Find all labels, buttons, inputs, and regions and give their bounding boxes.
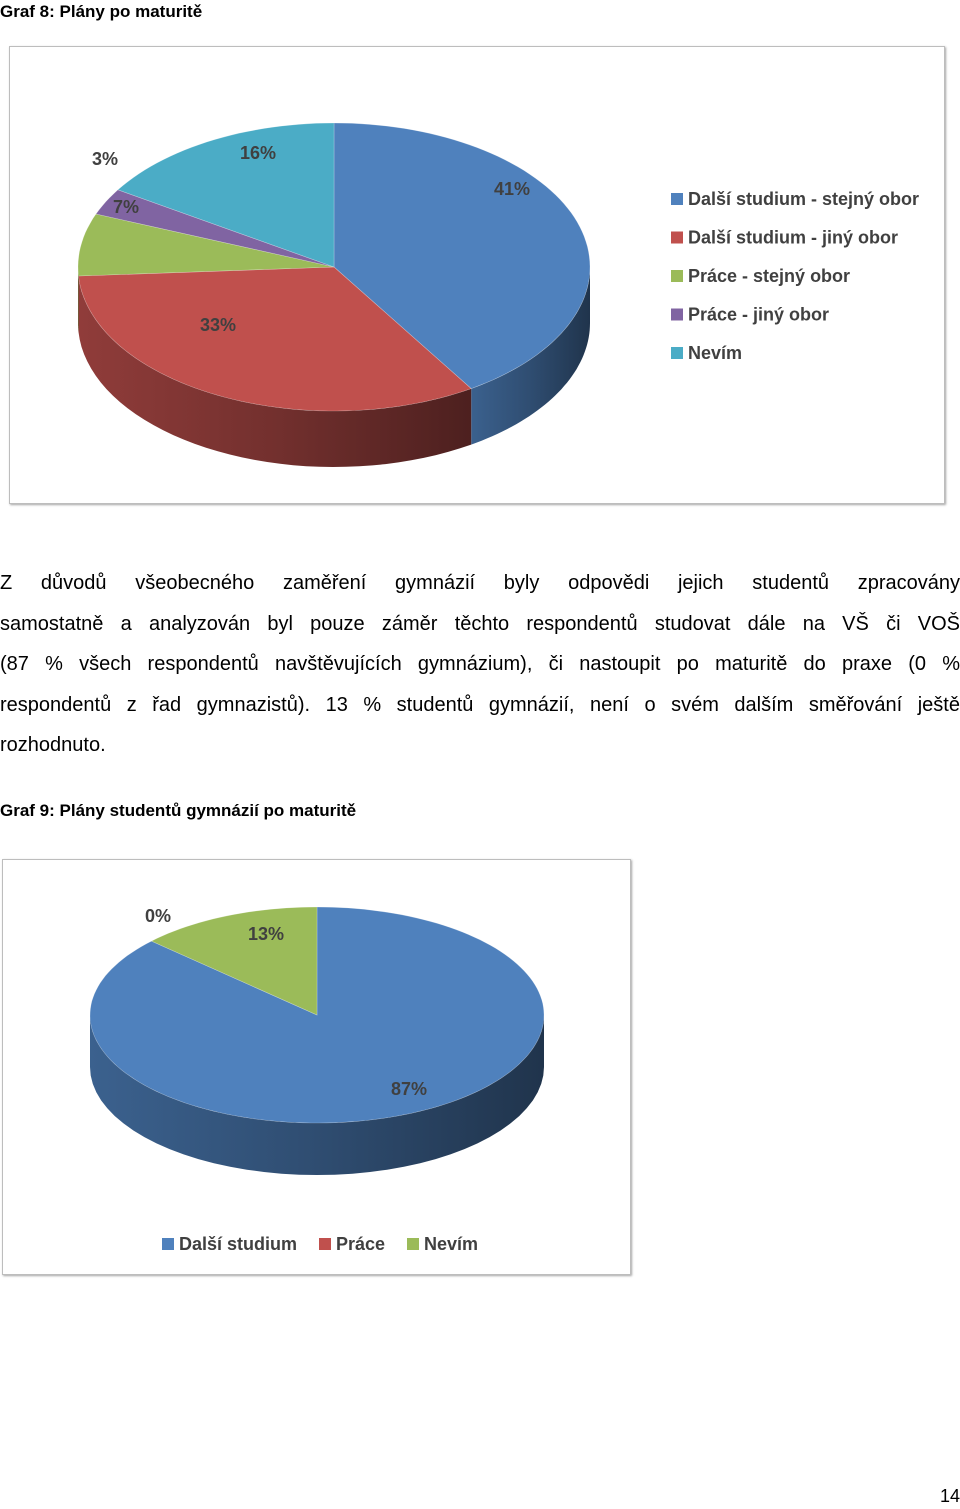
pie-data-label: 7% <box>112 197 140 217</box>
page-number: 14 <box>939 1486 960 1506</box>
chart2-frame <box>2 859 631 1275</box>
pie-data-label: 13% <box>247 924 285 944</box>
chart1-caption: Graf 8: Plány po maturitě <box>0 2 203 21</box>
pie-top <box>78 123 590 411</box>
pie-data-label: 41% <box>493 179 531 199</box>
pie-data-label: 33% <box>199 315 237 335</box>
paragraph-line: respondentů z řad gymnazistů). 13 % studentů gymnázií, není o svém dalším směřování ještě <box>0 693 960 716</box>
legend-swatch <box>407 1238 419 1250</box>
legend-label: Další studium - stejný obor <box>688 189 920 209</box>
legend-label: Práce - jiný obor <box>688 304 830 325</box>
legend-label: Nevím <box>688 343 743 363</box>
pie-top <box>90 907 544 1123</box>
chart1-legend <box>671 189 919 363</box>
chart1-frame <box>9 46 945 504</box>
legend-label: Další studium - jiný obor <box>688 227 899 248</box>
legend-swatch <box>671 270 683 282</box>
paragraph-line: (87 % všech respondentů navštěvujících gymnázium), či nastoupit po maturitě do praxe (0 % <box>0 653 960 675</box>
legend-label: Práce - stejný obor <box>688 266 851 286</box>
legend-swatch <box>671 193 683 205</box>
pie-data-label: 3% <box>91 149 119 169</box>
paragraph-line: samostatně a analyzován byl pouze záměr těchto respondentů studovat dále na VŠ či VOŠ <box>0 612 960 635</box>
body-paragraph <box>0 563 960 766</box>
paragraph-line: rozhodnuto. <box>0 734 106 756</box>
chart2-pie <box>3 860 630 1274</box>
pie-data-label: 0% <box>144 906 172 926</box>
chart1-pie <box>10 47 944 503</box>
paragraph-line: Z důvodů všeobecného zaměření gymnázií byly odpovědi jejich studentů zpracovány <box>0 572 960 594</box>
legend-swatch <box>671 347 683 359</box>
legend-swatch <box>319 1238 331 1250</box>
chart2-caption: Graf 9: Plány studentů gymnázií po maturitě <box>0 801 357 820</box>
pie-data-label: 16% <box>239 143 277 163</box>
legend-label: Nevím <box>424 1234 479 1254</box>
legend-swatch <box>162 1238 174 1250</box>
legend-label: Další studium <box>179 1234 298 1254</box>
legend-swatch <box>671 232 683 244</box>
pie-data-label: 87% <box>390 1079 428 1099</box>
legend-swatch <box>671 309 683 321</box>
chart2-legend <box>162 1234 478 1254</box>
legend-label: Práce <box>336 1234 386 1254</box>
